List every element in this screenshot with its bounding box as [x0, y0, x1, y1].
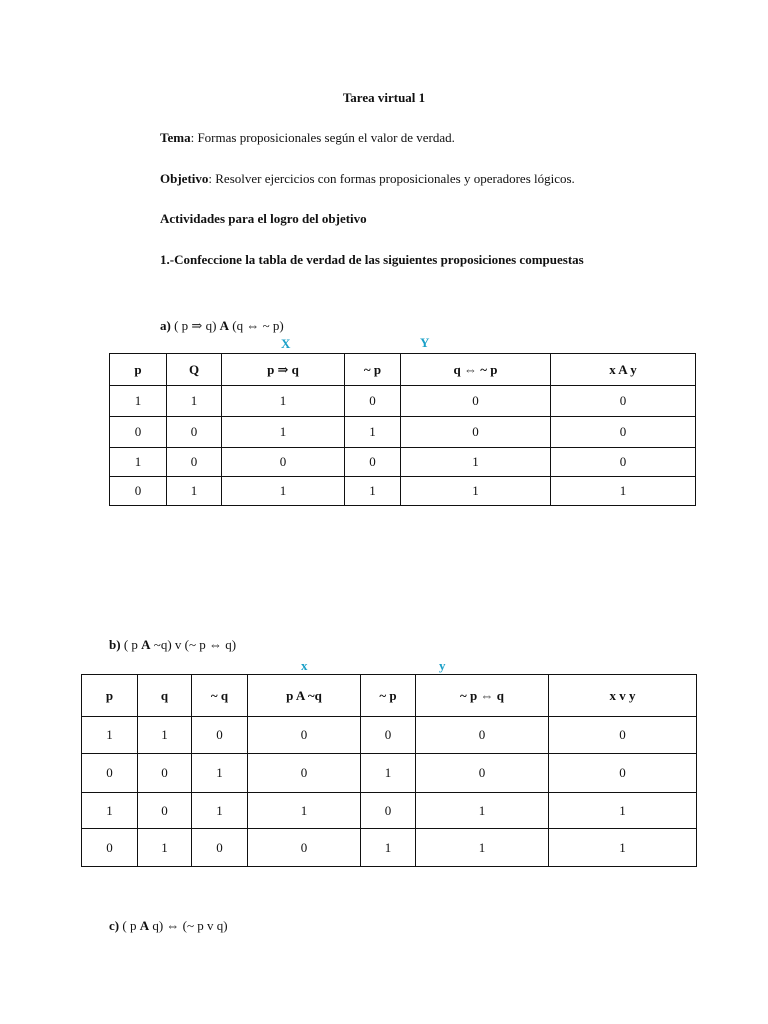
table-cell: 0 [416, 754, 549, 793]
exercise-b-part2: ~q) v (~ p ⇔ q) [150, 637, 237, 652]
table-cell: 0 [401, 386, 551, 417]
table-cell: 1 [248, 793, 361, 829]
table-cell: 1 [361, 829, 416, 867]
table-cell: 1 [416, 793, 549, 829]
table-cell: 1 [345, 477, 401, 506]
table-row [110, 448, 696, 477]
table-cell: 1 [82, 717, 138, 754]
table-header-cell: ~ q [192, 675, 248, 717]
exercise-a-x-label: X [281, 336, 291, 351]
table-cell: 0 [192, 829, 248, 867]
table-cell: 1 [222, 417, 345, 448]
table-cell: 0 [248, 829, 361, 867]
table-cell: 1 [416, 829, 549, 867]
table-cell: 1 [110, 448, 167, 477]
table-cell: 0 [222, 448, 345, 477]
table-cell: 0 [82, 829, 138, 867]
table-cell: 0 [345, 386, 401, 417]
table-header-cell: p [82, 675, 138, 717]
objetivo-label: Objetivo [160, 171, 209, 186]
tema-text: : Formas proposicionales según el valor de verdad. [190, 130, 455, 145]
tema-line [160, 130, 455, 146]
table-cell: 0 [361, 717, 416, 754]
table-cell: 1 [222, 477, 345, 506]
table-cell: 0 [110, 417, 167, 448]
truth-table-b [81, 674, 697, 867]
table-cell: 0 [138, 793, 192, 829]
table-cell: 1 [401, 448, 551, 477]
table-cell: 0 [551, 417, 696, 448]
table-header-cell: Q [167, 354, 222, 386]
exercise-a-part2: (q ⇔ ~ p) [229, 318, 284, 333]
table-header-cell: p ⇒ q [222, 354, 345, 386]
table-header-cell: q ⇔ ~ p [401, 354, 551, 386]
table-cell: 0 [167, 448, 222, 477]
exercise-b-x-label: x [301, 658, 308, 673]
exercise-b-formula [109, 637, 236, 653]
table-cell: 1 [551, 477, 696, 506]
table-header-cell: p A ~q [248, 675, 361, 717]
table-cell: 0 [549, 754, 697, 793]
table-cell: 0 [82, 754, 138, 793]
table-cell: 1 [82, 793, 138, 829]
table-header-cell: x v y [549, 675, 697, 717]
table-cell: 0 [361, 793, 416, 829]
table-header-cell: ~ p [361, 675, 416, 717]
table-header-cell: p [110, 354, 167, 386]
page-title: Tarea virtual 1 [342, 90, 426, 105]
table-cell: 1 [222, 386, 345, 417]
table-cell: 1 [549, 793, 697, 829]
table-row [110, 386, 696, 417]
table-row [82, 754, 697, 793]
exercise-c-part1: ( p [119, 918, 140, 933]
table-row [110, 417, 696, 448]
table-cell: 0 [345, 448, 401, 477]
table-cell: 0 [138, 754, 192, 793]
table-cell: 1 [192, 754, 248, 793]
table-cell: 1 [138, 717, 192, 754]
table-row [82, 717, 697, 754]
table-row [82, 793, 697, 829]
exercise-b-label: b) [109, 637, 121, 652]
table-cell: 1 [167, 477, 222, 506]
table-cell: 0 [551, 386, 696, 417]
table-cell: 1 [110, 386, 167, 417]
table-cell: 0 [416, 717, 549, 754]
table-cell: 0 [192, 717, 248, 754]
table-row [110, 477, 696, 506]
table-cell: 1 [345, 417, 401, 448]
table-cell: 0 [167, 417, 222, 448]
tema-label: Tema [160, 130, 191, 145]
table-header-cell: x A y [551, 354, 696, 386]
truth-table-a [109, 353, 696, 506]
table-header-cell: q [138, 675, 192, 717]
table-cell: 0 [551, 448, 696, 477]
objetivo-text: : Resolver ejercicios con formas proposicionales y operadores lógicos. [208, 171, 575, 186]
table-header-cell: ~ p ⇔ q [416, 675, 549, 717]
exercise-b-operator: A [141, 637, 151, 652]
actividades-heading: Actividades para el logro del objetivo [160, 211, 367, 226]
table-cell: 0 [110, 477, 167, 506]
table-a-header-row [110, 354, 696, 386]
exercise-a-operator: A [219, 318, 230, 333]
exercise-a-y-label: Y [420, 335, 430, 350]
exercise-c-part2: q) ⇔ (~ p v q) [149, 918, 228, 933]
table-cell: 1 [138, 829, 192, 867]
table-row [82, 829, 697, 867]
table-header-cell: ~ p [345, 354, 401, 386]
table-cell: 0 [401, 417, 551, 448]
exercise-c-operator: A [139, 918, 150, 933]
table-cell: 0 [549, 717, 697, 754]
table-cell: 1 [549, 829, 697, 867]
table-cell: 1 [167, 386, 222, 417]
table-cell: 0 [248, 754, 361, 793]
table-cell: 1 [361, 754, 416, 793]
exercise-b-part1: ( p [120, 637, 142, 652]
objetivo-line [160, 171, 575, 187]
table-cell: 1 [401, 477, 551, 506]
exercise-a-label: a) [160, 318, 171, 333]
exercise-c-label: c) [109, 918, 120, 933]
table-cell: 0 [248, 717, 361, 754]
instruction-heading: 1.-Confeccione la tabla de verdad de las siguientes proposiciones compuestas [160, 252, 584, 267]
table-b-header-row [82, 675, 697, 717]
table-cell: 1 [192, 793, 248, 829]
exercise-b-y-label: y [439, 658, 446, 673]
exercise-a-formula [160, 318, 284, 334]
exercise-c-formula [109, 918, 228, 934]
exercise-a-part1: ( p ⇒ q) [170, 318, 220, 333]
